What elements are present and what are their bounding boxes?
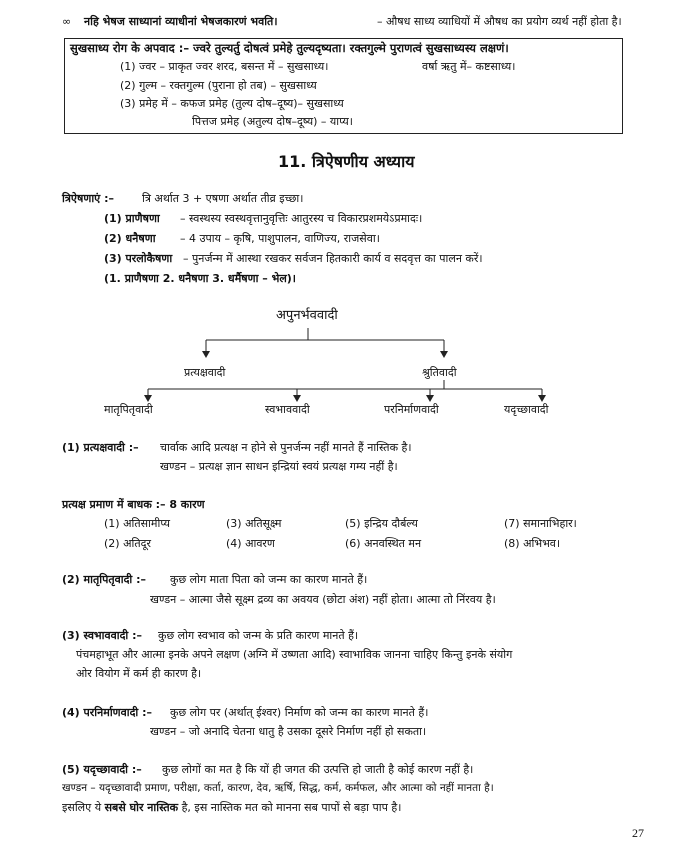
pranaishana-text: – स्वस्थस्य स्वस्थवृत्तानुवृत्तिः आतुरस्य च विकारप्रशमयेऽप्रमादः।: [180, 212, 423, 225]
badhak-item-8: (8) अभिभव।: [504, 537, 561, 550]
tree-child-2: स्वभाववादी: [265, 403, 310, 416]
yadriccha-l3-a: इसलिए ये: [62, 801, 102, 814]
tree-child-1: मातृपितृवादी: [104, 403, 153, 416]
box-line-2: (2) गुल्म – रक्तगुल्म (पुराना हो तब) – सुखसाध्य: [120, 79, 317, 92]
badhak-item-1: (1) अतिसामीप्य: [104, 517, 171, 530]
paranirmana-khandan: खण्डन – जो अनादि चेतना धातु है उसका दूसरे निर्माण नहीं हो सकता।: [150, 725, 427, 738]
badhak-item-4: (4) आवरण: [226, 537, 275, 550]
tree-child-4: यदृच्छावादी: [504, 403, 549, 416]
badhak-item-7: (7) समानाभिहार।: [504, 517, 577, 530]
yadriccha-text: कुछ लोगों का मत है कि यों ही जगत की उत्पत्ति हो जाती है कोई कारण नहीं है।: [162, 763, 474, 776]
badhak-item-6: (6) अनवस्थित मन: [345, 537, 422, 550]
pratyaksha-khandan: खण्डन – प्रत्यक्ष ज्ञान साधन इन्द्रियां स्वयं प्रत्यक्ष गम्य नहीं है।: [160, 460, 398, 473]
arrow-left: [202, 351, 210, 358]
arrow-c1: [144, 395, 152, 402]
pratyaksha-text: चार्वाक आदि प्रत्यक्ष न होने से पुनर्जन्म नहीं मानते हैं नास्तिक है।: [160, 441, 412, 454]
arrow-c2: [293, 395, 301, 402]
svabhava-line-2: पंचमहाभूत और आत्मा इनके अपने लक्षण (अग्नि में उष्णता आदि) स्वाभाविक जानना चाहिए किन्तु इनके संयोग: [76, 648, 513, 661]
arrow-c4: [538, 395, 546, 402]
trieshana-intro: त्रि अर्थात 3 + एषणा अर्थात तीव्र इच्छा।: [142, 192, 304, 205]
tree-child-3: परनिर्माणवादी: [384, 403, 439, 416]
svabhava-line-3: ओर वियोग में कर्म ही कारण है।: [76, 667, 202, 680]
tree-right: श्रुतिवादी: [422, 366, 457, 379]
badhak-item-3: (3) अतिसूक्ष्म: [226, 517, 282, 530]
page-number: 27: [632, 826, 644, 840]
badhak-item-5: (5) इन्द्रिय दौर्बल्य: [345, 517, 418, 530]
box-line-4: पित्तज प्रमेह (अतुल्य दोष–दूष्य) – याप्य।: [192, 115, 353, 128]
svabhava-text: कुछ लोग स्वभाव को जन्म के प्रति कारण मानते हैं।: [158, 629, 359, 642]
paralokaishana-text: – पुनर्जन्म में आस्था रखकर सर्वजन हितकारी कार्य व सदवृत्त का पालन करें।: [183, 252, 483, 265]
paranirmana-label: (4) परनिर्माणवादी :–: [62, 706, 153, 719]
pratyaksha-label: (1) प्रत्यक्षवादी :–: [62, 441, 139, 454]
box-line-1b: वर्षा ऋतु में– कष्टसाध्य।: [422, 60, 516, 73]
sloka-line: नहि भेषज साध्यानां व्याधीनां भेषजकारणं भवति।: [84, 15, 278, 28]
badhak-item-2: (2) अतिदूर: [104, 537, 151, 550]
paralokaishana-label: (3) परलोकैषणा: [104, 252, 173, 265]
matri-text: कुछ लोग माता पिता को जन्म का कारण मानते हैं।: [170, 573, 368, 586]
arrow-c3: [426, 395, 434, 402]
yadriccha-line-2: खण्डन – यदृच्छावादी प्रमाण, परीक्षा, कर्ता, कारण, देव, ऋर्षि, सिद्ध, कर्म, कर्मफल, और आत्मा को नहीं मानता है।: [62, 782, 494, 794]
tree-left: प्रत्यक्षवादी: [184, 366, 226, 379]
ghor-nastik: सबसे घोर नास्तिक: [104, 801, 179, 814]
svabhava-label: (3) स्वभाववादी :–: [62, 629, 143, 642]
badhak-heading: प्रत्यक्ष प्रमाण में बाधक :– 8 कारण: [62, 498, 205, 511]
arrow-right: [440, 351, 448, 358]
dhanaishana-label: (2) धनैषणा: [104, 232, 156, 245]
matri-khandan: खण्डन – आत्मा जैसे सूक्ष्म द्रव्य का अवयव (छोटा अंश) नहीं होता। आत्मा तो निंरवय है।: [150, 593, 496, 606]
infinity-symbol: ∞: [62, 15, 72, 28]
trieshana-label: त्रिऐषणाएं :–: [62, 192, 114, 205]
box-line-1: (1) ज्वर – प्राकृत ज्वर शरद, बसन्त में – सुखसाध्य।: [120, 60, 329, 73]
yadriccha-line-3: [62, 801, 401, 814]
tree-root: अपुनर्भववादी: [276, 308, 338, 323]
paranirmana-text: कुछ लोग पर (अर्थात् ईश्वर) निर्माण को जन्म का कारण मानते हैं।: [170, 706, 429, 719]
chapter-title: 11. त्रिऐषणीय अध्याय: [278, 152, 415, 171]
box-heading: सुखसाध्य रोग के अपवाद :– ज्वरे तुल्यर्तु दोषत्वं प्रमेहे तुल्यदृष्यता। रक्तगुल्मे पुराणत्वं सुखसाध्यस्य लक्षणं।: [70, 41, 509, 55]
pranaishana-label: (1) प्राणैषणा: [104, 212, 160, 225]
sloka-meaning: – औषध साध्य व्याधियों में औषध का प्रयोग व्यर्थ नहीं होता है।: [377, 15, 622, 28]
eshana-summary: (1. प्राणैषणा 2. धनैषणा 3. धर्मैषणा – भेल)।: [104, 272, 296, 285]
matri-label: (2) मातृपितृवादी :–: [62, 573, 146, 586]
dhanaishana-text: – 4 उपाय – कृषि, पाशुपालन, वाणिज्य, राजसेवा।: [180, 232, 380, 245]
box-line-3: (3) प्रमेह में – कफज प्रमेह (तुल्य दोष–दूष्य)– सुखसाध्य: [120, 97, 344, 110]
yadriccha-l3-c: है, इस नास्तिक मत को मानना सब पापों से बड़ा पाप है।: [181, 801, 402, 814]
yadriccha-label: (5) यदृच्छावादी :–: [62, 763, 142, 776]
